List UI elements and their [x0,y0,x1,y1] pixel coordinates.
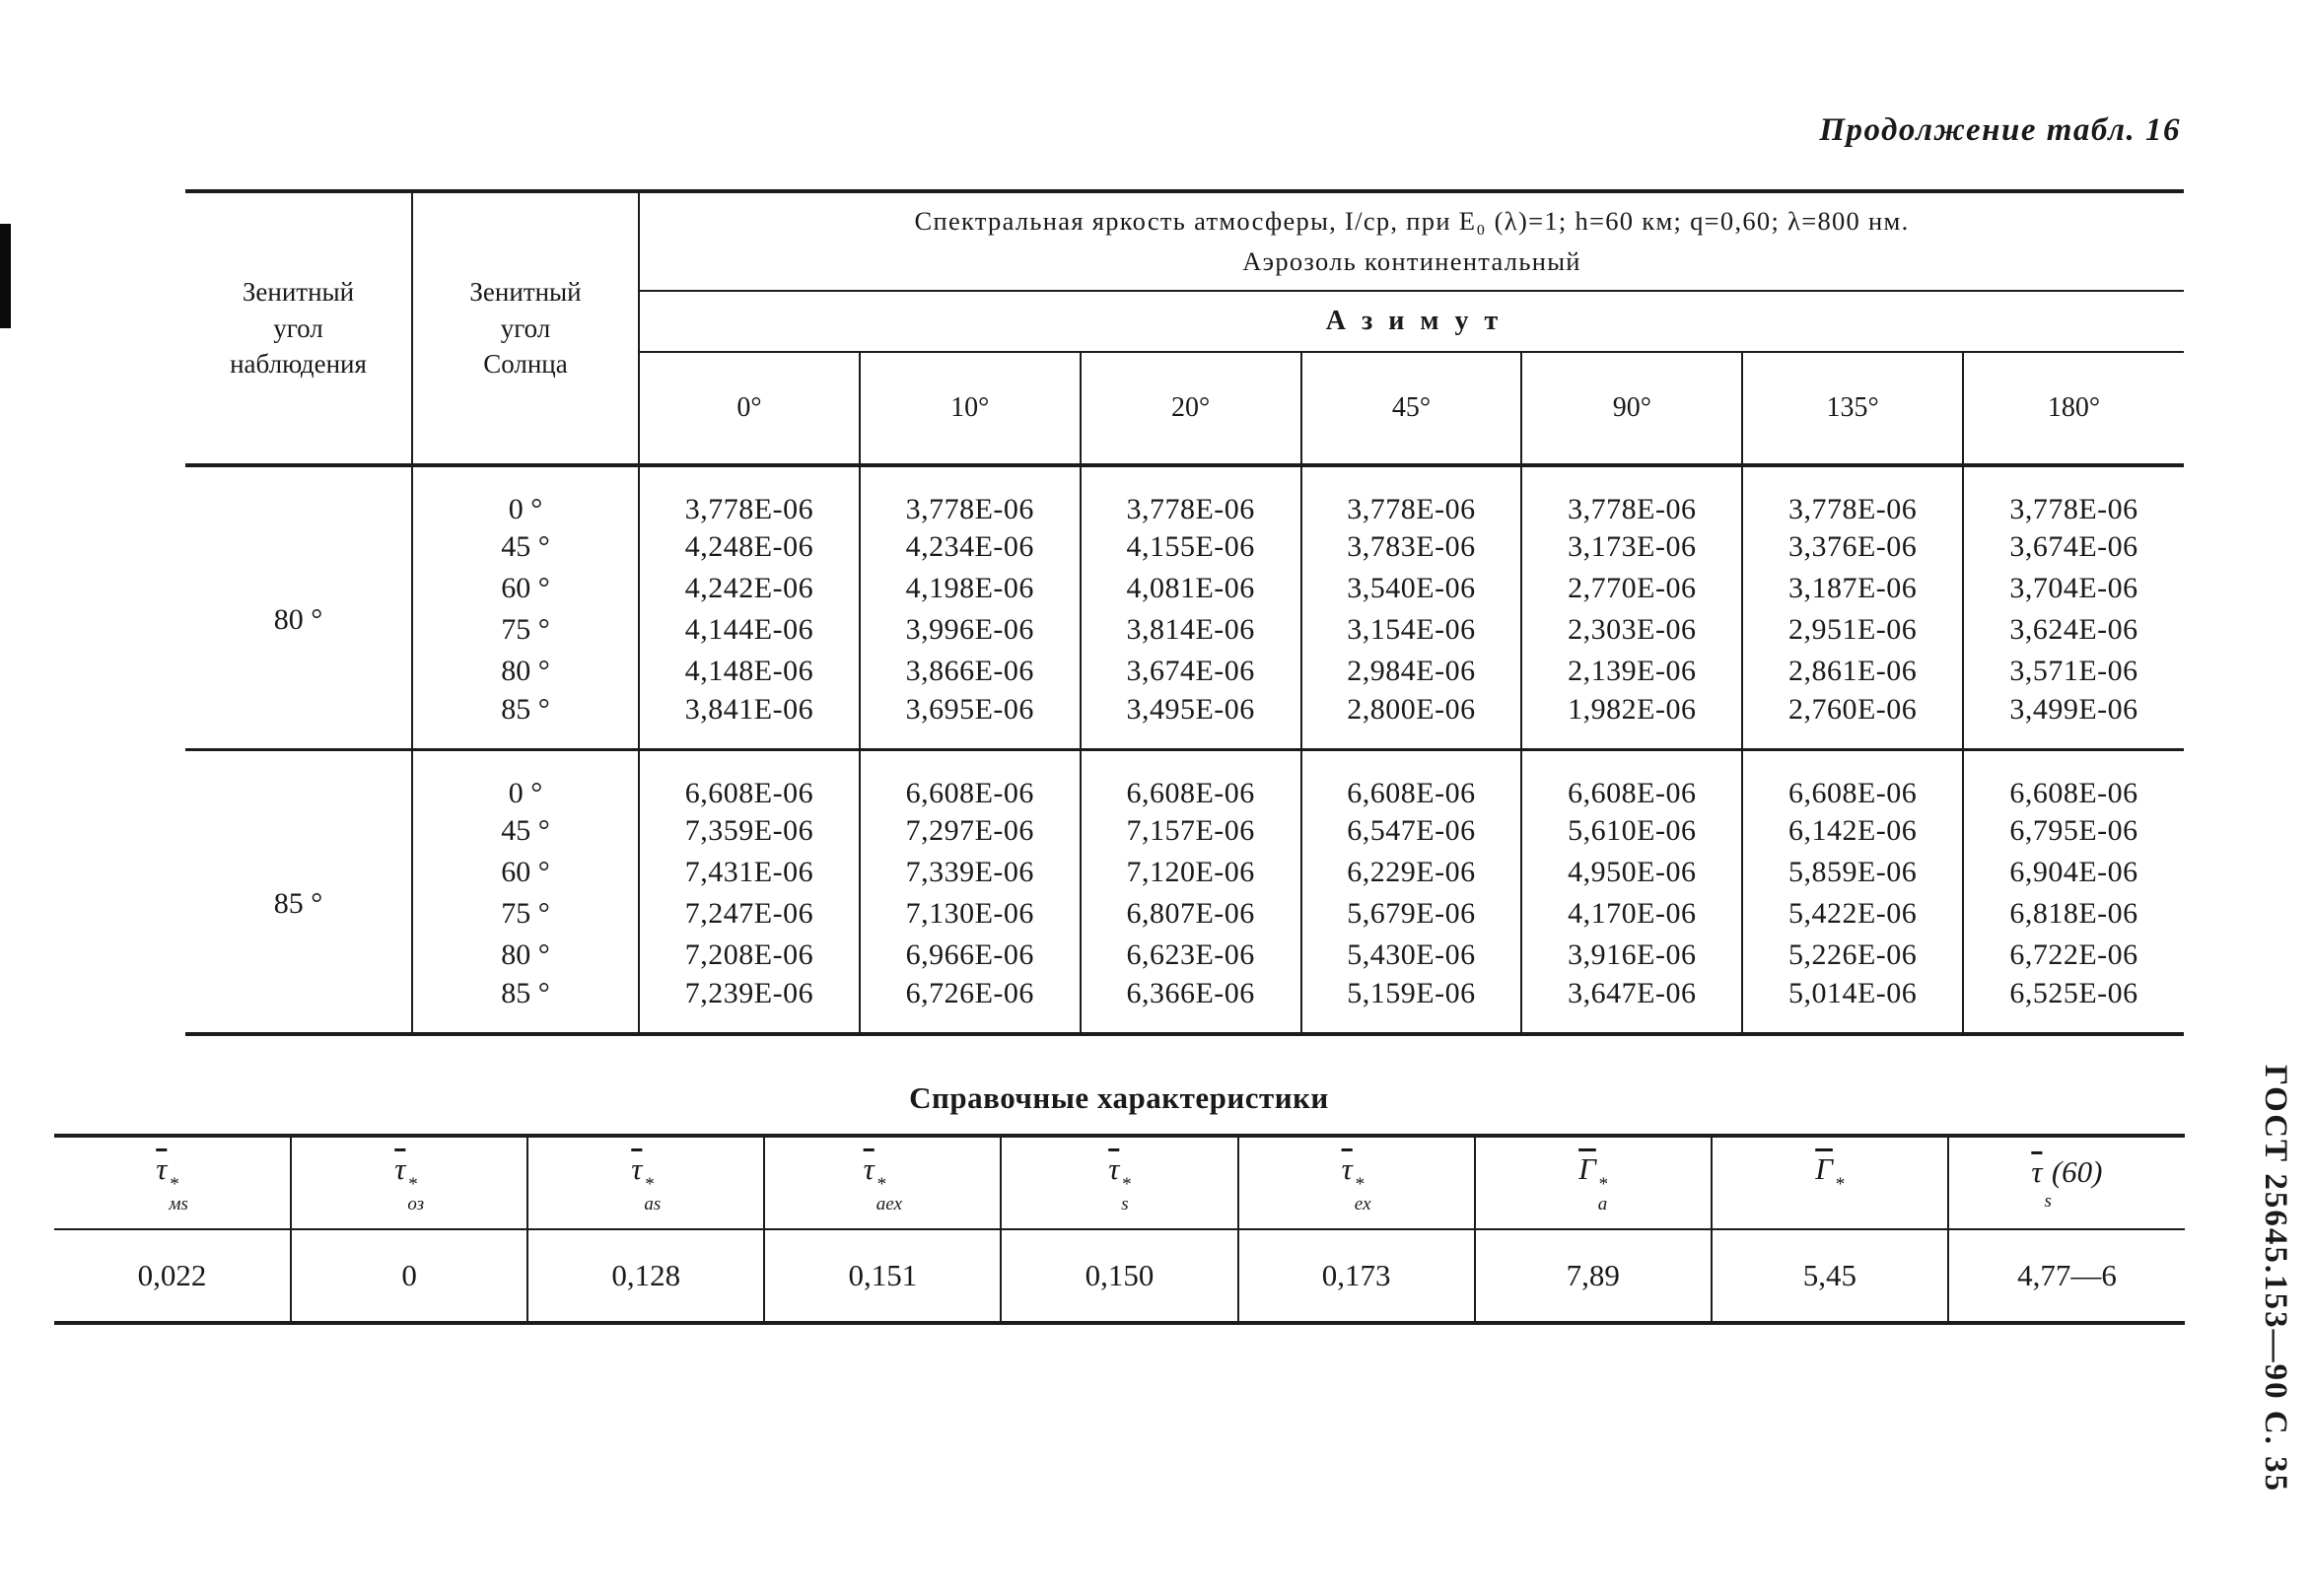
value-cell: 3,495E-06 [1081,693,1301,750]
azimuth-col-135: 135° [1742,352,1963,465]
header-azimuth: Азимут [639,291,2184,352]
value-cell: 3,916E-06 [1521,936,1742,977]
sun-zenith-cell: 0 ° [412,465,639,527]
value-cell: 6,608E-06 [639,750,860,811]
ref-header-tau-s60: $\overline{\tau}$ s (60) [1948,1136,2185,1229]
value-cell: 6,608E-06 [860,750,1081,811]
value-cell: 5,422E-06 [1742,894,1963,936]
value-cell: 3,695E-06 [860,693,1081,750]
value-cell: 6,608E-06 [1742,750,1963,811]
value-cell: 3,778E-06 [860,465,1081,527]
table-row [185,977,2184,1035]
value-cell: 7,120E-06 [1081,853,1301,894]
azimuth-col-45: 45° [1301,352,1522,465]
azimuth-col-0: 0° [639,352,860,465]
ref-value-cell: 0,173 [1238,1229,1475,1323]
symbol-supsub: s [2044,1191,2052,1213]
value-cell: 6,904E-06 [2009,856,2138,889]
value-cell: 5,610E-06 [1521,811,1742,853]
table-row [185,693,2184,750]
value-cell: 3,624E-06 [2009,613,2138,647]
symbol-base: $\overline{\tau}$ [156,1151,168,1187]
group-zenith-85 [185,750,2184,1035]
table-row [185,569,2184,610]
spectral-conditions-line2: Аэрозоль континентальный [1242,246,1581,276]
value-cell: 6,525E-06 [1963,977,2184,1035]
header-zenith-sun: Зенитный угол Солнца [412,191,639,465]
ref-value-cell: 0,022 [54,1229,291,1323]
table-row [185,652,2184,693]
sun-zenith-cell: 85 ° [412,977,639,1035]
value-cell: 6,547E-06 [1301,811,1522,853]
value-cell: 2,951E-06 [1742,610,1963,652]
table-row [185,465,2184,527]
symbol-supsub: * aex [875,1173,903,1214]
value-cell: 6,966E-06 [860,936,1081,977]
value-cell: 7,359E-06 [639,811,860,853]
ref-table-body [54,1229,2185,1323]
value-cell: 2,760E-06 [1742,693,1963,750]
value-cell: 5,679E-06 [1301,894,1522,936]
value-cell: 3,778E-06 [639,465,860,527]
symbol-supsub: * s [1121,1173,1131,1214]
value-cell: 4,170E-06 [1521,894,1742,936]
value-cell: 1,982E-06 [1521,693,1742,750]
value-cell: 4,155E-06 [1081,527,1301,569]
value-cell: 4,950E-06 [1521,853,1742,894]
value-cell: 3,647E-06 [1521,977,1742,1035]
sun-zenith-cell: 60 ° [412,853,639,894]
table-row [185,610,2184,652]
value-cell: 3,783E-06 [1301,527,1522,569]
table-row [185,853,2184,894]
ref-value-cell: 4,77—6 [1948,1229,2185,1323]
reference-characteristics-table [54,1134,2185,1325]
symbol-base: Г [1815,1151,1833,1187]
value-cell: 4,242E-06 [639,569,860,610]
ref-header-tau-ex [1238,1136,1475,1229]
ref-value-cell: 0,151 [764,1229,1001,1323]
value-cell: 2,139E-06 [1521,652,1742,693]
value-cell: 6,229E-06 [1301,853,1522,894]
value-cell: 3,866E-06 [860,652,1081,693]
sun-zenith-cell: 75 ° [412,894,639,936]
value-cell: 3,187E-06 [1742,569,1963,610]
value-cell: 7,297E-06 [860,811,1081,853]
value-cell: 7,130E-06 [860,894,1081,936]
value-cell: 2,770E-06 [1521,569,1742,610]
value-cell: 6,608E-06 [1081,750,1301,811]
value-cell: 4,081E-06 [1081,569,1301,610]
value-cell: 4,248E-06 [639,527,860,569]
value-cell: 6,722E-06 [2009,938,2138,972]
value-cell: 2,303E-06 [1521,610,1742,652]
value-cell: 3,704E-06 [2009,572,2138,605]
value-cell: 6,726E-06 [860,977,1081,1035]
value-cell: 4,234E-06 [860,527,1081,569]
sun-zenith-cell: 75 ° [412,610,639,652]
symbol-base: $\overline{\tau}$ [1341,1151,1353,1187]
zenith-observation-cell: 85 ° [185,750,412,1035]
value-cell: 6,608E-06 [1521,750,1742,811]
symbol-base: $\overline{\tau}$ [863,1151,875,1187]
symbol-supsub: * а [1597,1173,1608,1214]
value-cell: 3,499E-06 [1963,693,2184,750]
value-cell: 3,814E-06 [1081,610,1301,652]
symbol-base: $\overline{\tau}$ [394,1151,406,1187]
value-cell: 3,173E-06 [1521,527,1742,569]
symbol-base: $\overline{\tau}$ [631,1151,643,1187]
value-cell: 6,366E-06 [1081,977,1301,1035]
azimuth-col-20: 20° [1081,352,1301,465]
value-cell: 3,996E-06 [860,610,1081,652]
value-cell: 2,800E-06 [1301,693,1522,750]
sun-zenith-cell: 60 ° [412,569,639,610]
spectral-conditions-line1: Спектральная яркость атмосферы, I/ср, при Е₀ (λ)=1; h=60 км; q=0,60; λ=800 нм. [914,205,1910,236]
value-cell: 5,226E-06 [1742,936,1963,977]
value-cell: 6,807E-06 [1081,894,1301,936]
value-cell: 7,208E-06 [639,936,860,977]
ref-value-cell: 5,45 [1712,1229,1948,1323]
value-cell: 2,984E-06 [1301,652,1522,693]
value-cell: 4,144E-06 [639,610,860,652]
table-row [185,750,2184,811]
table-row [185,527,2184,569]
sun-zenith-cell: 80 ° [412,936,639,977]
value-cell: 3,841E-06 [639,693,860,750]
reference-characteristics-title: Справочные характеристики [909,1080,1329,1115]
symbol-base: Г [1578,1151,1596,1187]
value-cell: 3,674E-06 [1081,652,1301,693]
symbol-supsub: * мs [169,1173,188,1214]
gost-standard-side-label: ГОСТ 25645.153—90 С. 35 [2258,1065,2293,1493]
scan-edge-artifact [0,224,11,328]
value-cell: 3,376E-06 [1742,527,1963,569]
value-cell: 3,674E-06 [2009,530,2138,564]
value-cell: 5,430E-06 [1301,936,1522,977]
table-row [185,936,2184,977]
symbol-supsub: * оз [407,1173,425,1214]
symbol-supsub: * ex [1354,1173,1371,1214]
table-continuation-caption: Продолжение табл. 16 [1819,112,2181,148]
value-cell: 6,608E-06 [1301,750,1522,811]
value-cell: 6,608E-06 [2009,777,2138,809]
value-cell: 5,014E-06 [1742,977,1963,1035]
ref-value-cell: 0 [291,1229,527,1323]
table-row [185,811,2184,853]
ref-header-tau-s [1001,1136,1237,1229]
value-cell: 6,818E-06 [2009,897,2138,931]
azimuth-col-10: 10° [860,352,1081,465]
symbol-supsub: * as [644,1173,662,1214]
sun-zenith-cell: 45 ° [412,527,639,569]
ref-header-tau-aex [764,1136,1001,1229]
ref-header-tau-oz [291,1136,527,1229]
value-cell: 3,778E-06 [1742,465,1963,527]
value-cell: 4,148E-06 [639,652,860,693]
value-cell: 3,778E-06 [2009,493,2138,525]
value-cell: 3,540E-06 [1301,569,1522,610]
ref-header-gamma [1712,1136,1948,1229]
value-cell: 7,339E-06 [860,853,1081,894]
value-cell: 3,778E-06 [1521,465,1742,527]
azimuth-col-90: 90° [1521,352,1742,465]
value-cell: 3,154E-06 [1301,610,1522,652]
value-cell: 7,239E-06 [639,977,860,1035]
azimuth-col-180: 180° [1963,352,2184,465]
value-cell: 3,571E-06 [2009,655,2138,688]
main-table-header [185,191,2184,465]
ref-header-gamma-a [1475,1136,1712,1229]
header-zenith-observation: Зенитный угол наблюдения [185,191,412,465]
value-cell: 7,247E-06 [639,894,860,936]
header-spectral-conditions [639,191,2184,291]
symbol-base: $\overline{\tau}$ [1108,1151,1120,1187]
ref-value-cell: 7,89 [1475,1229,1712,1323]
table-row [185,894,2184,936]
value-cell: 5,159E-06 [1301,977,1522,1035]
value-cell: 7,431E-06 [639,853,860,894]
ref-table-header [54,1136,2185,1229]
value-cell: 5,859E-06 [1742,853,1963,894]
value-cell: 2,861E-06 [1742,652,1963,693]
ref-value-cell: 0,150 [1001,1229,1237,1323]
value-cell: 6,795E-06 [2009,814,2138,848]
sun-zenith-cell: 80 ° [412,652,639,693]
value-cell: 4,198E-06 [860,569,1081,610]
value-cell: 3,778E-06 [1301,465,1522,527]
symbol-base: $\overline{\tau}$ [2031,1153,2043,1189]
sun-zenith-cell: 45 ° [412,811,639,853]
ref-values-row [54,1229,2185,1323]
value-cell: 3,778E-06 [1081,465,1301,527]
ref-header-tau-ms [54,1136,291,1229]
zenith-observation-cell: 80 ° [185,465,412,750]
spectral-brightness-table [185,189,2184,1036]
sun-zenith-cell: 0 ° [412,750,639,811]
value-cell: 6,142E-06 [1742,811,1963,853]
value-cell: 6,623E-06 [1081,936,1301,977]
symbol-supsub: * [1834,1173,1845,1195]
value-cell: 7,157E-06 [1081,811,1301,853]
group-zenith-80 [185,465,2184,750]
sun-zenith-cell: 85 ° [412,693,639,750]
ref-value-cell: 0,128 [527,1229,764,1323]
ref-header-tau-as [527,1136,764,1229]
